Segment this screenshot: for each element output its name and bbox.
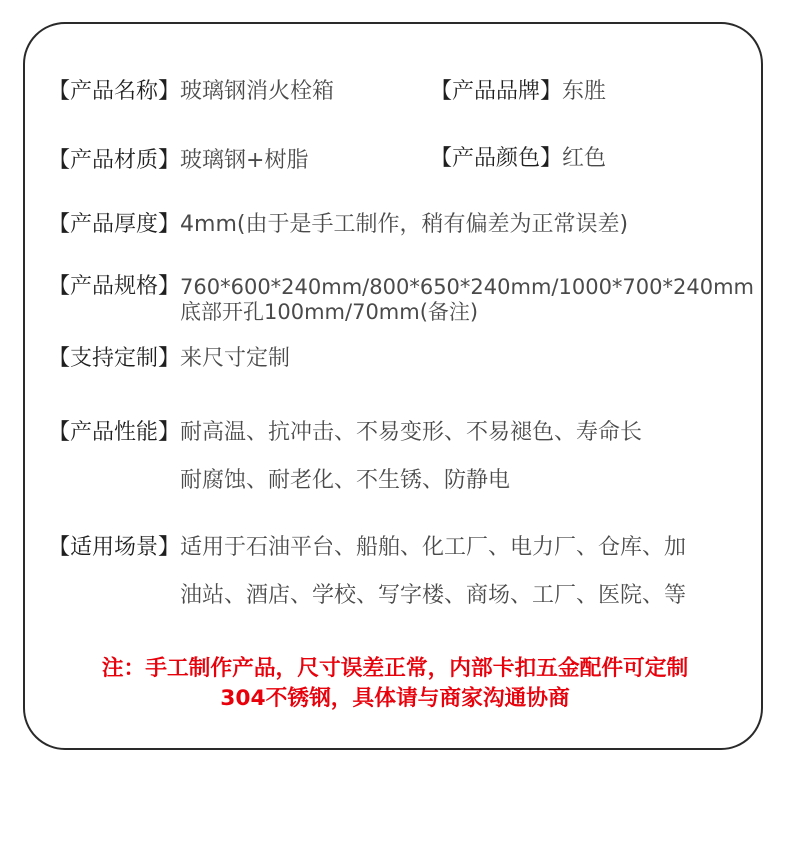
product-thickness-label: 【产品厚度】 bbox=[48, 212, 181, 237]
product-color-row bbox=[430, 147, 606, 171]
product-size-line-1: 760*600*240mm/800*650*240mm/1000*700*240mm bbox=[180, 275, 755, 299]
usage-row bbox=[48, 536, 686, 620]
product-size-line-2: 底部开孔100mm/70mm(备注) bbox=[180, 300, 479, 324]
performance-line-2: 耐腐蚀、耐老化、不生锈、防静电 bbox=[180, 468, 511, 493]
product-name-row bbox=[48, 80, 334, 104]
product-name-label: 【产品名称】 bbox=[48, 79, 181, 104]
product-thickness-value: 4mm(由于是手工制作，稍有偏差为正常误差) bbox=[180, 212, 629, 237]
product-material-value: 玻璃钢+树脂 bbox=[180, 148, 309, 173]
product-thickness-row bbox=[48, 213, 628, 237]
performance-line-1: 耐高温、抗冲击、不易变形、不易褪色、寿命长 bbox=[180, 420, 643, 445]
spec-card bbox=[23, 22, 763, 750]
usage-value bbox=[180, 524, 686, 620]
product-material-row bbox=[48, 149, 308, 173]
product-size-value bbox=[180, 275, 754, 325]
note-line-2: 304不锈钢，具体请与商家沟通协商 bbox=[220, 686, 570, 711]
product-brand-row bbox=[430, 80, 606, 104]
product-material-label: 【产品材质】 bbox=[48, 148, 181, 173]
usage-line-2: 油站、酒店、学校、写字楼、商场、工厂、医院、等 bbox=[180, 583, 687, 608]
custom-value: 来尺寸定制 bbox=[180, 346, 291, 371]
note-line-1: 注：手工制作产品，尺寸误差正常，内部卡扣五金配件可定制 bbox=[101, 656, 689, 681]
product-color-value: 红色 bbox=[562, 146, 607, 171]
product-brand-label: 【产品品牌】 bbox=[430, 79, 563, 104]
product-size-row bbox=[48, 275, 754, 325]
product-name-value: 玻璃钢消火栓箱 bbox=[180, 79, 335, 104]
custom-label: 【支持定制】 bbox=[48, 346, 181, 371]
product-brand-value: 东胜 bbox=[562, 79, 607, 104]
performance-value bbox=[180, 409, 642, 505]
performance-row bbox=[48, 421, 642, 505]
usage-line-1: 适用于石油平台、船舶、化工厂、电力厂、仓库、加 bbox=[180, 535, 687, 560]
product-color-label: 【产品颜色】 bbox=[430, 146, 563, 171]
custom-row bbox=[48, 347, 290, 371]
usage-label: 【适用场景】 bbox=[48, 535, 181, 560]
product-size-label: 【产品规格】 bbox=[48, 274, 181, 299]
performance-label: 【产品性能】 bbox=[48, 420, 181, 445]
